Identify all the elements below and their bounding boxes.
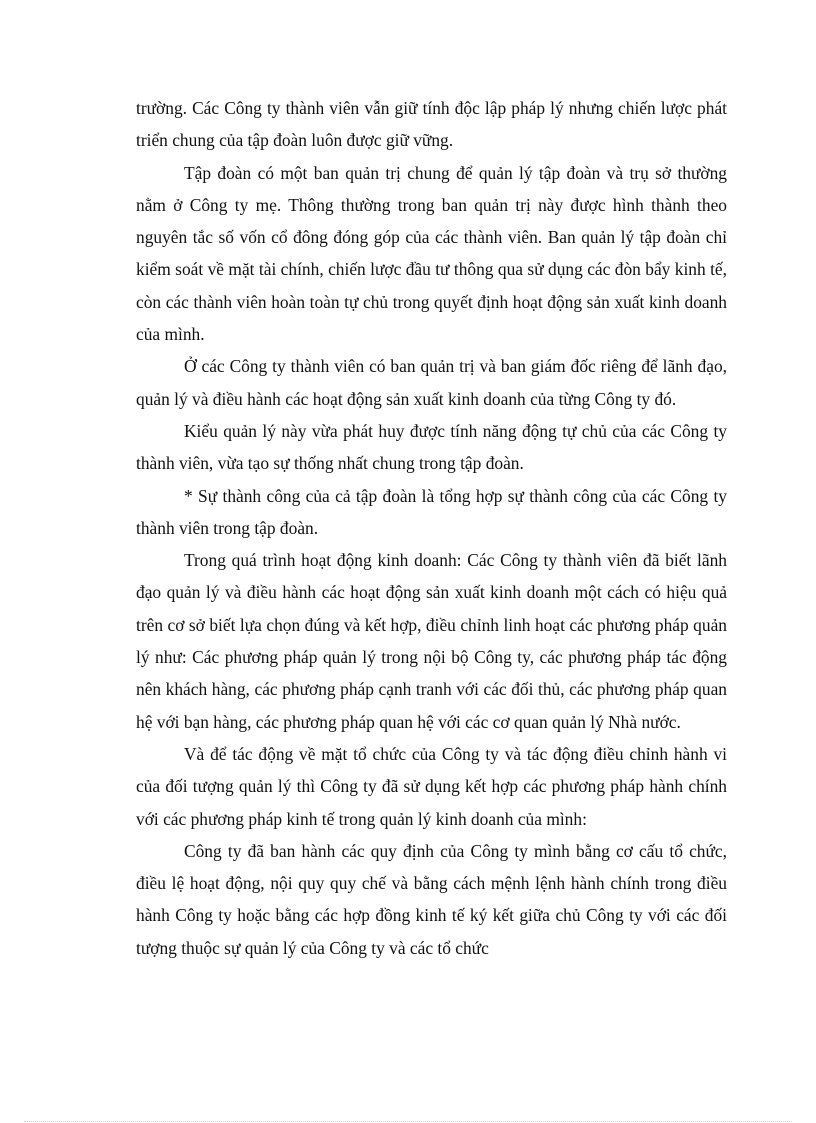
paragraph-2: Tập đoàn có một ban quản trị chung để quản lý tập đoàn và trụ sở thường nằm ở Công ty mẹ. Thông thường trong ban quản trị này được hình thành theo nguyên tắc số vốn cổ đông đóng góp của các thành viên. Ban quản lý tập đoàn chỉ kiểm soát về mặt tài chính, chiến lược đầu tư thông qua sử dụng các đòn bẩy kinh tế, còn các thành viên hoàn toàn tự chủ trong quyết định hoạt động sản xuất kinh doanh của mình. bbox=[136, 162, 727, 345]
paragraph-6: Trong quá trình hoạt động kinh doanh: Các Công ty thành viên đã biết lãnh đạo quản lý và điều hành các hoạt động sản xuất kinh doanh một cách có hiệu quả trên cơ sở biết lựa chọn đúng và kết hợp, điều chỉnh linh hoạt các phương pháp quản lý như: Các phương pháp quản lý trong nội bộ Công ty, các phương pháp tác động nên khách hàng, các phương pháp cạnh tranh với các đối thủ, các phương pháp quan hệ với bạn hàng, các phương pháp quan hệ với các cơ quan quản lý Nhà nước. bbox=[136, 550, 727, 732]
paragraph-8: Công ty đã ban hành các quy định của Công ty mình bằng cơ cấu tổ chức, điều lệ hoạt động, nội quy quy chế và bằng cách mệnh lệnh hành chính trong điều hành Công ty hoặc bằng các hợp đồng kinh tế ký kết giữa chủ Công ty với các đối tượng thuộc sự quản lý của Công ty và các tổ chức bbox=[136, 840, 727, 958]
paragraph-7: Và để tác động về mặt tổ chức của Công ty và tác động điều chỉnh hành vi của đối tượng quản lý thì Công ty đã sử dụng kết hợp các phương pháp hành chính với các phương pháp kinh tế trong quản lý kinh doanh của mình: bbox=[136, 743, 727, 829]
page-bottom-rule bbox=[24, 1121, 792, 1122]
paragraph-3: Ở các Công ty thành viên có ban quản trị và ban giám đốc riêng để lãnh đạo, quản lý và điều hành các hoạt động sản xuất kinh doanh của từng Công ty đó. bbox=[136, 356, 727, 409]
paragraph-5: * Sự thành công của cả tập đoàn là tổng hợp sự thành công của các Công ty thành viên trong tập đoàn. bbox=[136, 485, 727, 538]
paragraph-4: Kiểu quản lý này vừa phát huy được tính năng động tự chủ của các Công ty thành viên, vừa tạo sự thống nhất chung trong tập đoàn. bbox=[136, 420, 727, 474]
document-page bbox=[136, 92, 727, 964]
paragraph-1: trường. Các Công ty thành viên vẫn giữ tính độc lập pháp lý nhưng chiến lược phát triển chung của tập đoàn luôn được giữ vững. bbox=[136, 98, 727, 151]
